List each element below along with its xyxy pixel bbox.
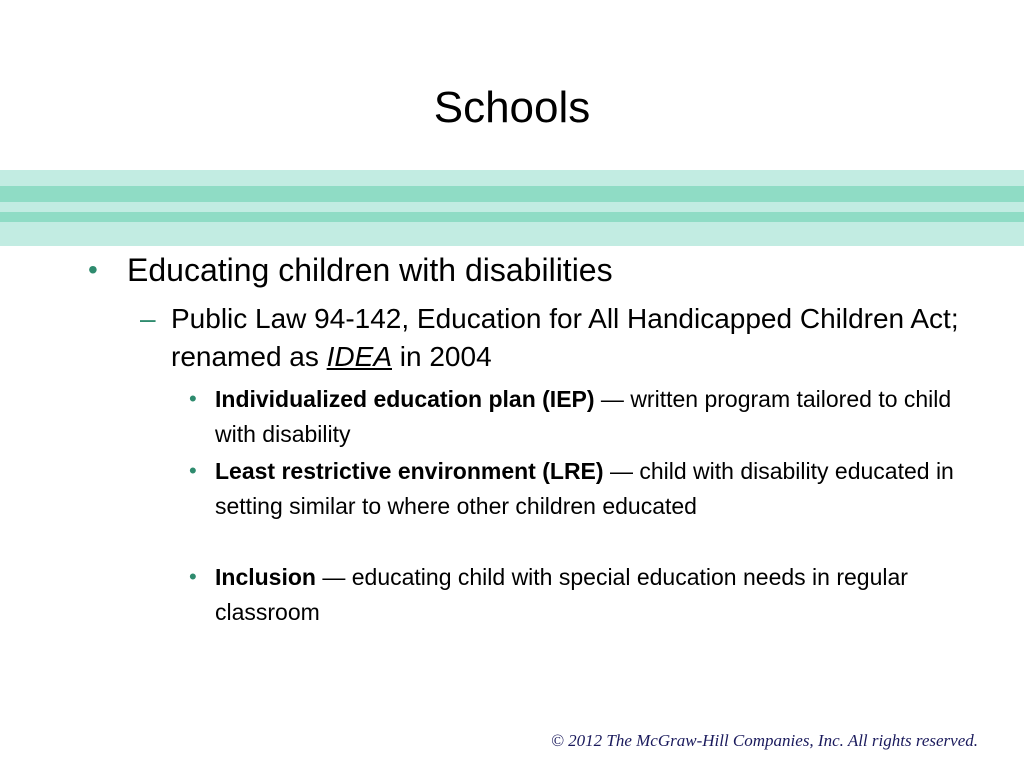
term-iep: Individualized education plan (IEP) bbox=[215, 386, 595, 412]
bullet-level3-iep bbox=[215, 382, 955, 452]
decorative-band bbox=[0, 222, 1024, 246]
definition-iep: — written program tailored to child with disability bbox=[215, 386, 952, 447]
bullet-icon: • bbox=[88, 254, 98, 285]
decorative-band bbox=[0, 212, 1024, 222]
bullet-icon: • bbox=[189, 564, 197, 589]
bullet-level2 bbox=[171, 300, 961, 376]
decorative-band bbox=[0, 202, 1024, 212]
copyright-footer: © 2012 The McGraw-Hill Companies, Inc. All rights reserved. bbox=[550, 731, 978, 750]
idea-emphasis: IDEA bbox=[326, 341, 392, 372]
bullet-level1: Educating children with disabilities bbox=[127, 252, 613, 288]
bullet-level2-text-end: in 2004 bbox=[392, 341, 492, 372]
bullet-icon: • bbox=[189, 386, 197, 411]
term-inclusion: Inclusion bbox=[215, 564, 316, 590]
decorative-band bbox=[0, 186, 1024, 202]
bullet-icon: • bbox=[189, 458, 197, 483]
definition-inclusion: — educating child with special education needs in regular classroom bbox=[215, 564, 908, 625]
bullet-level2-text: Public Law 94-142, Education for All Handicapped Children Act; renamed as bbox=[171, 303, 959, 372]
decorative-band bbox=[0, 170, 1024, 186]
bullet-level3-lre bbox=[215, 454, 955, 524]
dash-bullet-icon: – bbox=[140, 303, 156, 334]
slide-title: Schools bbox=[433, 83, 591, 132]
term-lre: Least restrictive environment (LRE) bbox=[215, 458, 604, 484]
bullet-level3-inclusion bbox=[215, 560, 955, 630]
definition-lre: — child with disability educated in setting similar to where other children educated bbox=[215, 458, 954, 519]
